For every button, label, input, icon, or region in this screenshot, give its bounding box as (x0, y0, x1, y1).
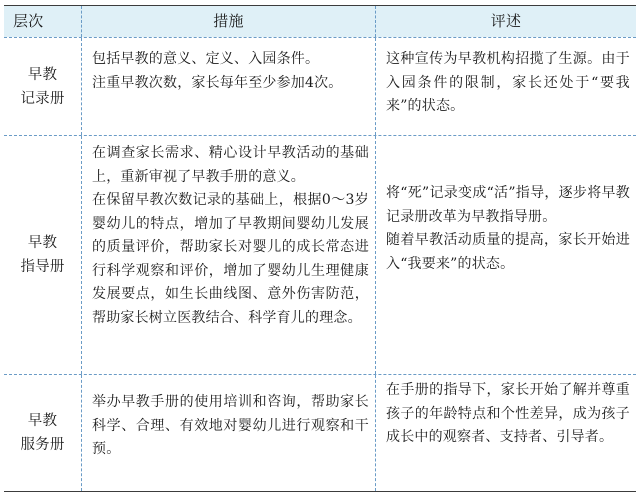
measure-cell (81, 38, 375, 135)
comment-paragraph: 这种宣传为早教机构招揽了生源。由于入园条件的限制，家长还处于“要我来”的状态。 (386, 51, 630, 114)
row-name-line1: 早教 (27, 413, 58, 429)
table-row-guide-book (4, 135, 636, 374)
comment-cell (375, 38, 636, 135)
comment-paragraph: 随着早教活动质量的提高，家长开始进入“我要来”的状态。 (386, 232, 630, 272)
row-name-cell (4, 38, 81, 135)
row-name-cell (4, 136, 81, 374)
table-header-row (4, 6, 636, 37)
measure-cell (81, 375, 375, 491)
row-name-line2: 服务册 (20, 437, 65, 453)
header-measure: 措施 (81, 6, 375, 37)
comment-cell (375, 375, 636, 491)
measure-paragraph: 举办早教手册的使用培训和咨询，帮助家长科学、合理、有效地对婴幼儿进行观察和干预。 (92, 394, 369, 457)
measure-paragraph: 注重早教次数，家长每年至少参加4次。 (92, 74, 343, 91)
measure-paragraph: 在保留早教次数记录的基础上，根据0～3岁婴幼儿的特点，增加了早教期间婴幼儿发展的质量评价，帮助家长对婴儿的成长常态进行科学观察和评价，增加了婴幼儿生理健康发展要点，如生长曲线图、意外伤害防范，帮助家长树立医教结合、科学育儿的理念。 (92, 192, 369, 326)
header-level: 层次 (4, 6, 81, 37)
header-comment: 评述 (375, 6, 636, 37)
comment-cell (375, 136, 636, 374)
row-name-line1: 早教 (27, 66, 58, 83)
table-row-service-book (4, 374, 636, 491)
table-row-record-book (4, 37, 636, 135)
row-name-cell (4, 375, 81, 491)
measures-table (4, 5, 636, 492)
row-name-line2: 记录册 (20, 90, 65, 107)
measure-cell (81, 136, 375, 374)
comment-paragraph: 在手册的指导下，家长开始了解并尊重孩子的年龄特点和个性差异，成为孩子成长中的观察者、支持者、引导者。 (386, 382, 630, 445)
comment-paragraph: 将“死”记录变成“活”指导，逐步将早教记录册改革为早教指导册。 (386, 185, 630, 225)
row-name-line1: 早教 (27, 235, 58, 251)
measure-paragraph: 在调查家长需求、精心设计早教活动的基础上，重新审视了早教手册的意义。 (92, 145, 369, 185)
row-name-line2: 指导册 (20, 259, 65, 275)
measure-paragraph: 包括早教的意义、定义、入园条件。 (92, 51, 320, 67)
